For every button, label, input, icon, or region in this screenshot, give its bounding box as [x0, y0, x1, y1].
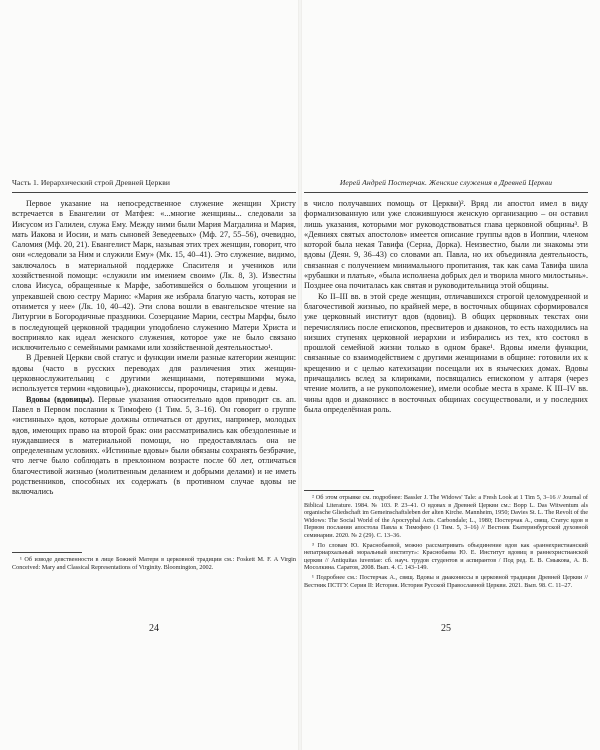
footnote-rule: [304, 490, 374, 491]
header-rule: [12, 192, 296, 193]
paragraph: Ко II–III вв. в этой среде женщин, отличавшихся строгой целомудренной и благочестивой жизнью, по крайней мере, в восточных общинах сформировался уже церковный институт вдов (вдовиц). В общих церковных текстах они перечислялись после епископов, пресвитеров и диаконов, то есть находились на низших ступенях церковной иерархии и избирались из тех, кто состоял в прошлой семейной жизни только в одном браке¹. Вдовы имели функции, связанные со взаимодействием с другими женщинами в общине: готовили их к крещению и с целью катехизации посещали их в языческих домах. Вдовы причащались вслед за клириками, посвящались епископом у алтаря (через чтение молитв, а не рукоположение), имели особые места в храме. К III–IV вв. чины вдов и диаконисс в восточных общинах сосуществовали, и у последних была определённая роль.: [304, 291, 588, 414]
book-gutter: [298, 0, 302, 750]
right-page: [304, 0, 588, 750]
footnote: ³ По словам Ю. Краснобаевой, можно рассматривать объединение вдов как «раннехристианский непатриархальный моральный институт»: Краснобаева Ю. Е. Институт вдовиц в раннехристианской церкви // Antiquitas iuventae: сб. науч. трудов студентов и аспирантов / Под ред. Е. В. Смыкова, А. В. Мосолкина. Саратов, 2008. Вып. 4. С. 143–149.: [304, 541, 588, 572]
footnote: ¹ Подробнее см.: Постерчак А., свящ. Вдовы и диакониссы в церковной традиции Древней Церкви // Вестник ПСТГУ. Серия II: История. История Русской Православной Церкви. 2021. Вып. 98. С. 11–27.: [304, 573, 588, 589]
left-page-body: [12, 199, 296, 498]
footnote-rule: [12, 552, 82, 553]
page-number-right: 25: [441, 623, 451, 634]
widows-text: Первые указания относительно вдов приводит св. ап. Павел в Первом послании к Тимофею (1 Тим. 5, 3–16). Он говорит о группе «истинных» вдов, которые должны отличаться от других, например, молодых вдов, имеющих право на второй брак: они рассматривались как обездоленные и нуждавшиеся в материальной помощи, но предоставлялась она не определенным условиях. «Истинные вдовы» были обязаны сохранять безбрачие, что легче было соблюдать в преклонном возрасте после 60 лет, отличаться благочестивой жизнью (молитвенным деланием и добрыми делами) и не иметь родственников, способных их содержать (в противном случае вдовы не включались: [12, 394, 296, 497]
footnotes-right: [304, 494, 588, 591]
section-heading-widows: Вдовы (вдовицы).: [26, 394, 95, 404]
header-rule: [304, 192, 588, 193]
paragraph-widows: [12, 395, 296, 498]
right-page-body: [304, 199, 588, 415]
running-header-right: Иерей Андрей Постерчак. Женские служения в Древней Церкви: [339, 178, 553, 187]
page-number-left: 24: [149, 623, 159, 634]
footnotes-left: [12, 556, 296, 573]
paragraph: Первое указание на непосредственное служение женщин Христу встречается в Евангелии от Матфея: «...многие женщины... следовали за Иисусом из Галилеи, служа Ему. Между ними были Мария Магдалина и Мария, мать Иакова и Иосии, и мать сыновей Зеведеевых» (Мф. 27, 55–56), очевидно, Саломия (Мф. 20, 21). Евангелист Марк, называя этих трех женщин, говорит, что они «следовали за Ним и служили Ему» (Мк. 15, 40–41). Это служение, видимо, заключалось в материальной поддержке Спасителя и учеников или хозяйственной помощи: «служили им имением своим» (Лк. 8, 3). Известны слова Иисуса, обращенные к Марфе, заботившейся о большом угощении и упрекавшей свою сестру Марию: «Мария же избрала благую часть, которая не отнимется у нее» (Лк. 10, 40–42). Эти слова вошли в евангельское чтение на Литургии в Богородичные праздники. Созерцание Марии, сестры Марфы, было в последующей церковной традиции уподоблено служению Матери Христа и восприняло как идеал женского служения, которое уже не было связано исключительно с семейными рамками или хозяйственной деятельностью¹.: [12, 199, 296, 353]
running-header-left: Часть 1. Иерархический строй Древней Церкви: [12, 178, 171, 187]
footnote: ¹ Об изводе девственности в лице Божией Матери в церковной традиции см.: Foskett M. F. A Virgin Conceived: Mary and Classical Representations of Virginity. Bloomington, 2002.: [12, 556, 296, 571]
footnote: ² Об этом отрывке см. подробнее: Bassler J. The Widows' Tale: a Fresh Look at 1 Tim 5, 3–16 // Journal of Biblical Literature. 1984. № 103. P. 23–41. О вдовах в Древней Церкви см.: Bopp L. Das Witwentum als organische Gliedschaft im Gemeinschaftsleben der alten Kirche. Mannheim, 1950; Davies St. L. The Revolt of the Widows: The Social World of the Apocryphal Acts. Carbondale; L., 1980; Постерчак А., свящ. Статус вдов в Первом послании апостола Павла к Тимофею (1 Тим. 5, 3–16) // Вестник Екатеринбургской духовной семинарии. 2020. № 2 (29). С. 13–36.: [304, 494, 588, 539]
left-page: [12, 0, 296, 750]
paragraph: В Древней Церкви свой статус и функции имели разные категории женщин: вдовы (часто в русских переводах для различения этих женщин-церковнослужительниц с другими женщинами, потерявшими мужа, используется термин «вдовицы»), диакониссы, пророчицы, старицы и девы.: [12, 353, 296, 394]
paragraph: в число получавших помощь от Церкви)². Вряд ли апостол имел в виду формализованную или уже сложившуюся женскую организацию – он оставил лишь указания, которыми мог руководствоваться глава церковной общины³. В «Деяниях святых апостолов» имеется описание группы вдов в Иоппии, членом которой была некая Тавифа (Серна, Дорка). Неизвестно, были ли знакомы эти вдовы (Деян. 9, 36–43) со словами ап. Павла, но их объединяла деятельность, связанная с получением минимального пропитания, так как сама Тавифа шила «рубашки и платья», «была исполнена добрых дел и творила много милостынь». Позднее она почиталась как святая и руководительница этой общины.: [304, 199, 588, 291]
